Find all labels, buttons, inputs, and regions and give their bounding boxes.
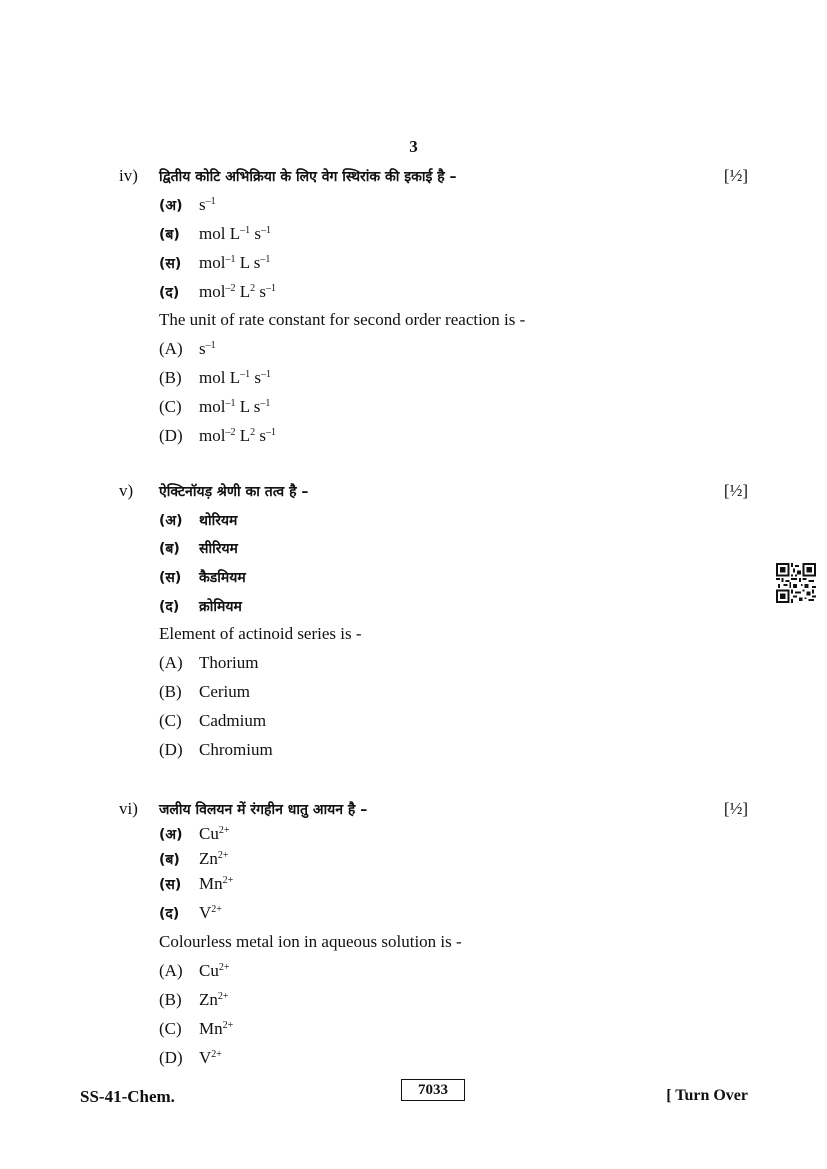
option-english-c [159,711,266,731]
option-value: mol$^{-1}$ L $s^{-1}$ [199,253,271,272]
option-hindi-b [159,224,271,244]
option-value: सीरियम [199,541,238,557]
option-label: (B) [159,990,182,1009]
marks: [½] [723,799,748,818]
option-value: $Zn^{2+}$ [199,990,229,1009]
option-value: $s^{-1}$ [199,195,216,214]
option-english-c [159,397,270,417]
option-label: (C) [159,711,182,730]
option-hindi-c [159,253,270,273]
option-label: (A) [159,653,183,672]
option-value: Thorium [199,653,259,672]
question-number: v) [119,481,134,500]
option-label: (C) [159,1019,182,1038]
option-label: (D) [159,426,183,445]
option-label: (C) [159,397,182,416]
option-hindi-a [159,195,216,215]
option-value: $Mn^{2+}$ [199,874,234,893]
page-number: 3 [409,137,418,156]
option-value: कैडमियम [199,570,246,586]
question-number: iv) [119,166,138,185]
option-hindi-c [159,874,233,894]
option-value: $Cu^{2+}$ [199,961,230,980]
option-hindi-b [159,849,229,869]
option-value: Chromium [199,740,273,759]
option-english-b [159,682,250,702]
option-label: (स) [159,256,182,272]
option-label: (ब) [159,852,180,868]
option-value: mol $L^{-1}$ $s^{-1}$ [199,224,271,243]
option-english-a [159,961,229,981]
turn-over-label: [ Turn Over [666,1087,748,1104]
option-english-d [159,426,276,446]
option-hindi-a [159,510,237,530]
option-label: (अ) [159,198,183,214]
option-value: Cadmium [199,711,267,730]
option-value: mol $L^{-1}$ $s^{-1}$ [199,368,271,387]
booklet-number-box: 7033 [401,1079,465,1101]
option-value: $Cu^{2+}$ [199,824,230,843]
option-label: (ब) [159,541,180,557]
option-value: mol$^{-2}$ $L^2$ $s^{-1}$ [199,426,276,445]
marks: [½] [723,481,748,500]
question-text-hindi: जलीय विलयन में रंगहीन धातु आयन है – [159,802,368,818]
option-label: (द) [159,599,180,615]
option-label: (A) [159,339,183,358]
option-english-b [159,368,271,388]
option-hindi-b [159,538,238,558]
option-english-c [159,1019,233,1039]
option-label: (द) [159,285,180,301]
question-text-english: Colourless metal ion in aqueous solution is - [159,932,462,951]
option-hindi-d [159,282,276,302]
option-value: mol$^{-2}$ $L^2$ $s^{-1}$ [199,282,276,301]
option-value: $V^{2+}$ [199,1048,222,1067]
option-label: (D) [159,740,183,759]
qr-code-icon [776,563,816,603]
question-text-hindi: द्वितीय कोटि अभिक्रिया के लिए वेग स्थिरांक की इकाई है – [159,169,457,185]
option-label: (स) [159,570,182,586]
option-value: Cerium [199,682,250,701]
option-hindi-d [159,903,222,923]
option-english-a [159,339,216,359]
option-hindi-a [159,824,229,844]
question-text-hindi: ऐक्टिनॉयड़ श्रेणी का तत्व है – [159,484,309,500]
option-value: $Zn^{2+}$ [199,849,229,868]
option-label: (D) [159,1048,183,1067]
question-text-english: Element of actinoid series is - [159,624,362,643]
question-number: vi) [119,799,138,818]
option-value: $s^{-1}$ [199,339,216,358]
option-label: (स) [159,877,182,893]
option-label: (B) [159,682,182,701]
option-label: (ब) [159,227,180,243]
option-label: (द) [159,906,180,922]
option-english-d [159,1048,222,1068]
paper-code: SS-41-Chem. [80,1087,175,1106]
option-label: (अ) [159,827,183,843]
option-english-a [159,653,259,673]
option-hindi-d [159,596,242,616]
option-value: $V^{2+}$ [199,903,222,922]
option-english-b [159,990,229,1010]
option-english-d [159,740,273,760]
marks: [½] [723,166,748,185]
option-hindi-c [159,567,246,587]
option-value: $Mn^{2+}$ [199,1019,234,1038]
option-label: (B) [159,368,182,387]
option-value: क्रोमियम [199,599,242,615]
option-value: mol$^{-1}$ L $s^{-1}$ [199,397,271,416]
option-value: थोरियम [199,513,238,529]
option-label: (अ) [159,513,183,529]
question-text-english: The unit of rate constant for second order reaction is - [159,310,526,329]
option-label: (A) [159,961,183,980]
